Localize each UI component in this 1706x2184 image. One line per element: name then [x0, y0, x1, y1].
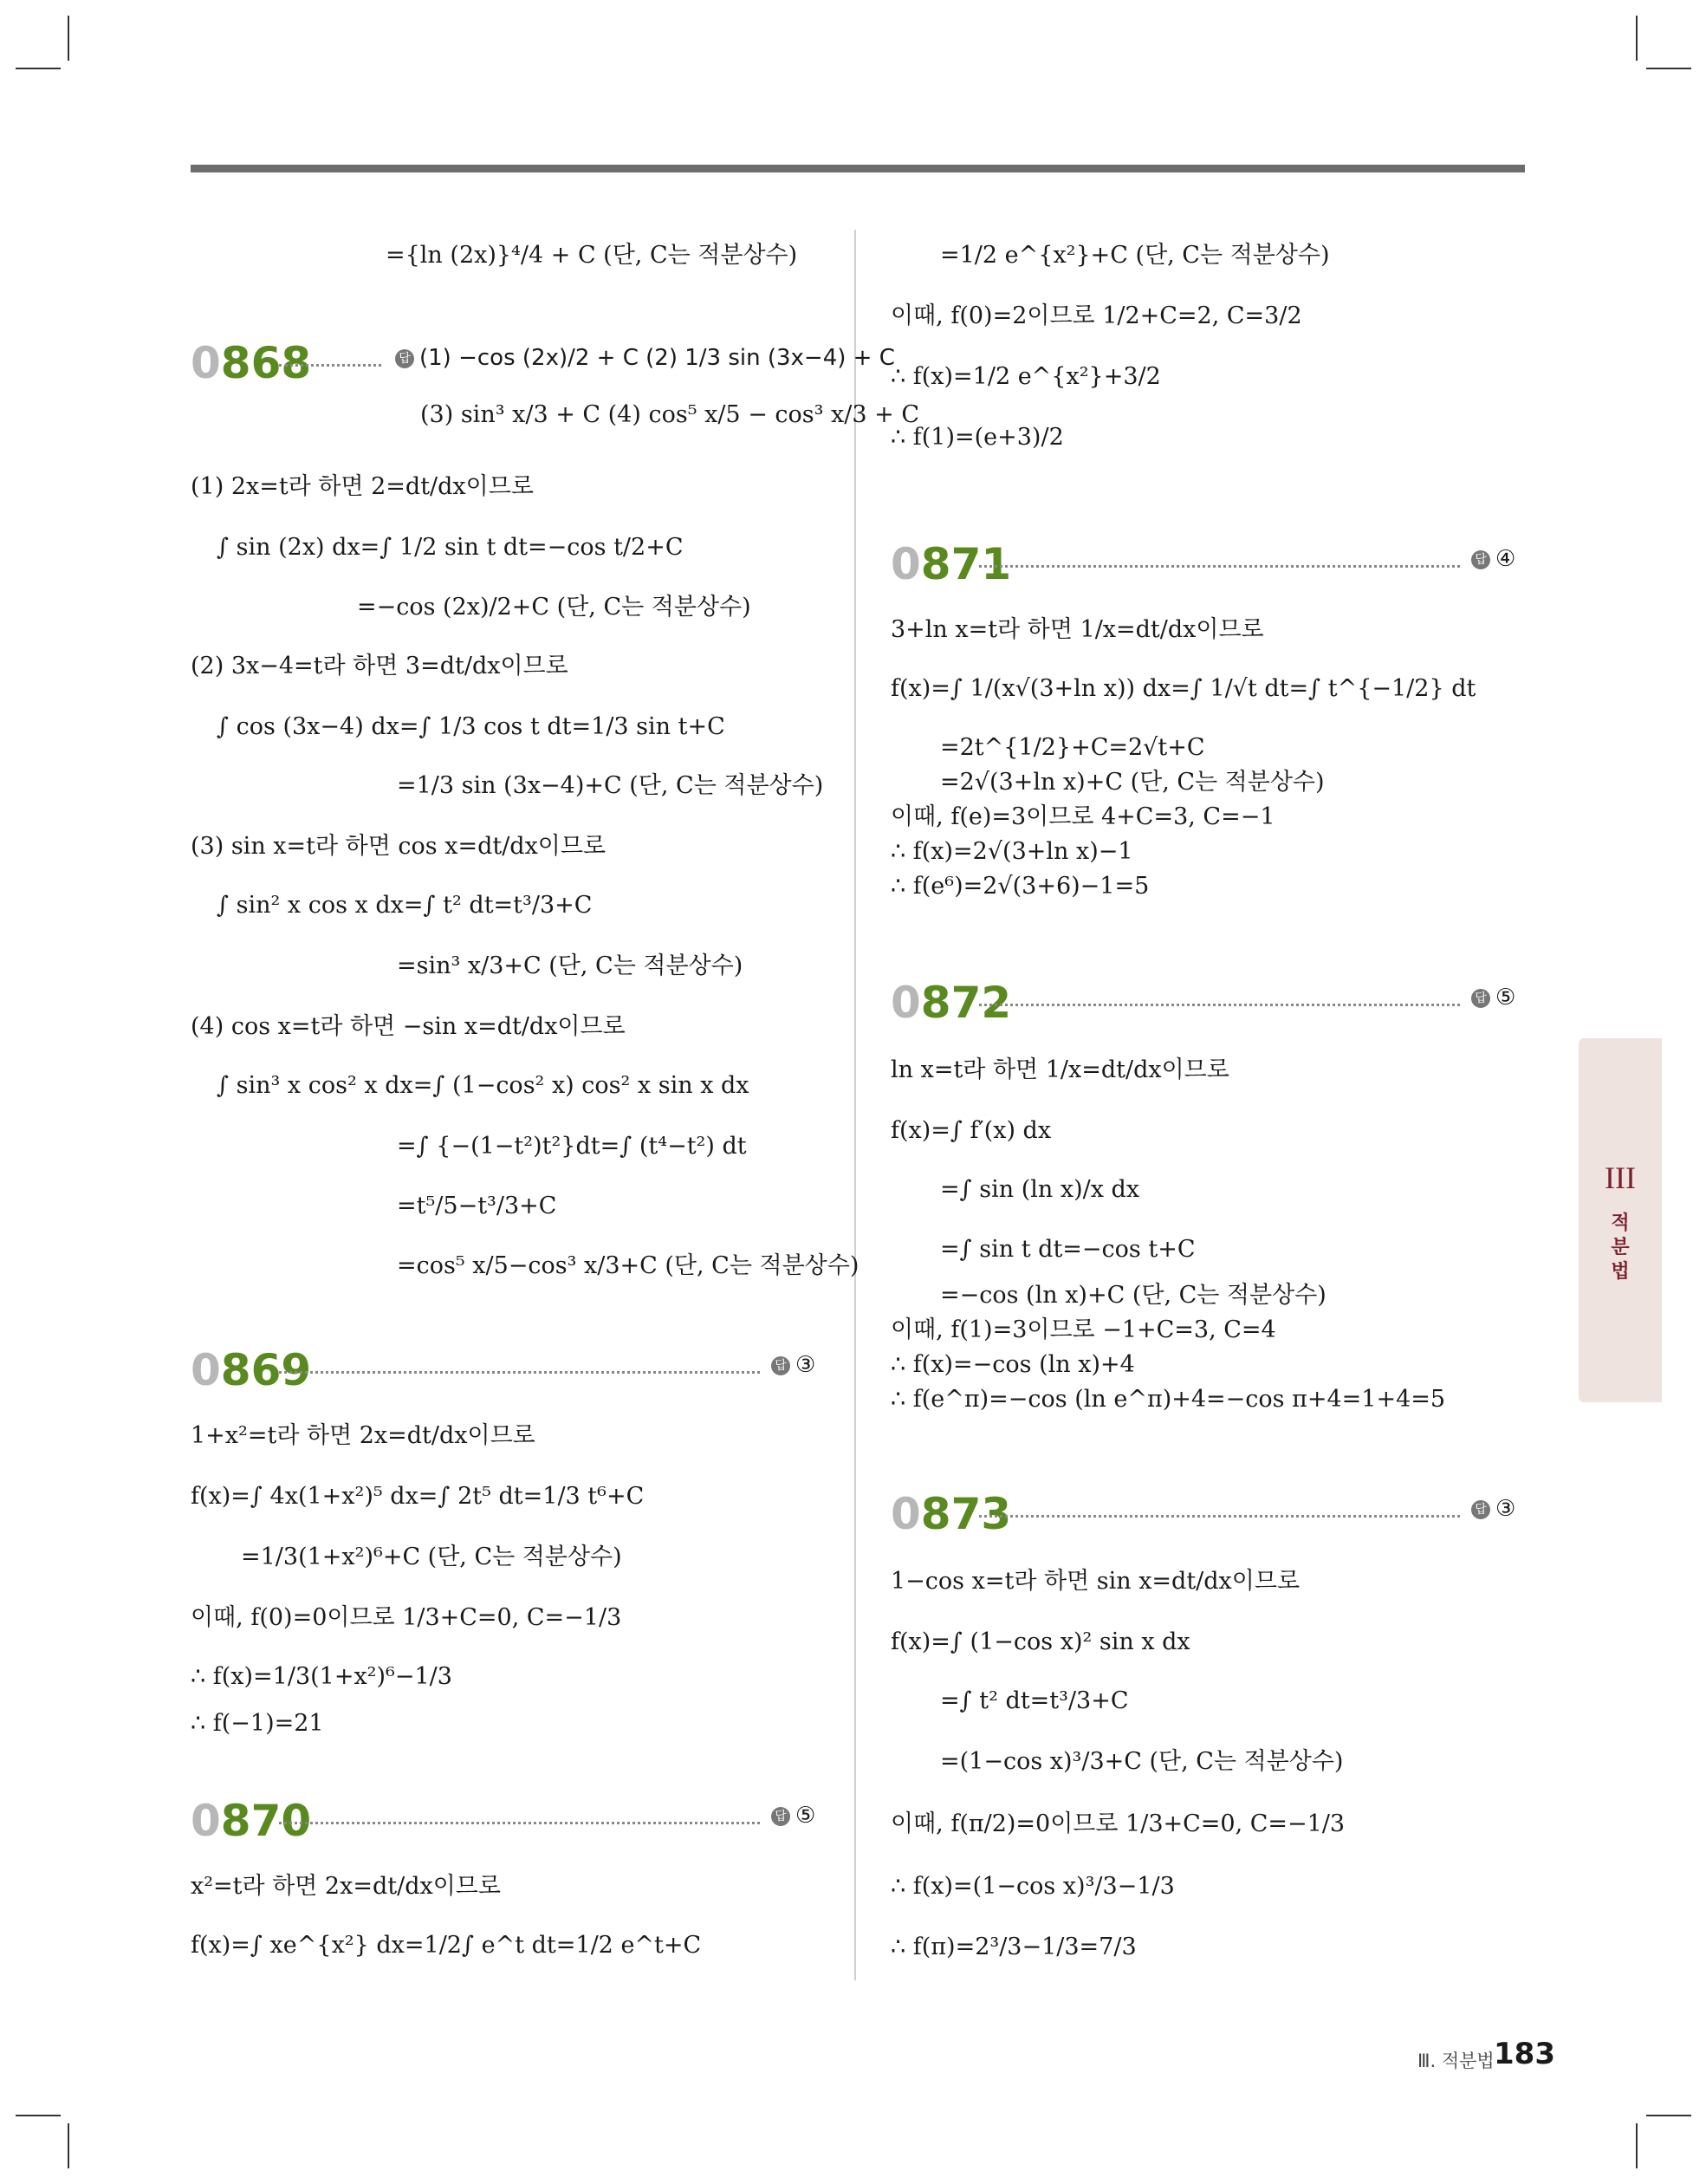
- header-rule: [191, 165, 1525, 172]
- dotted-leader: [279, 364, 381, 367]
- continuation-line: ∴ f(x)=1/2 e^{x²}+3/2: [891, 363, 1161, 390]
- solution-line: =(1−cos x)³/3+C (단, C는 적분상수): [940, 1748, 1344, 1775]
- solution-line: =2√(3+ln x)+C (단, C는 적분상수): [940, 769, 1325, 796]
- solution-line: ∫ sin (2x) dx=∫ 1/2 sin t dt=−cos t/2+C: [217, 534, 684, 561]
- answer-text: 답 ⑤: [1471, 985, 1515, 1011]
- chapter-label-char: 분: [1611, 1237, 1630, 1258]
- solution-line: (2) 3x−4=t라 하면 3=dt/dx이므로: [191, 653, 568, 679]
- solution-line: ln x=t라 하면 1/x=dt/dx이므로: [891, 1056, 1229, 1083]
- answer-badge-icon: 답: [1471, 989, 1490, 1008]
- footer-section-label: Ⅲ. 적분법: [1417, 2051, 1495, 2071]
- crop-mark: [16, 2115, 61, 2116]
- solution-line: =cos⁵ x/5−cos³ x/3+C (단, C는 적분상수): [397, 1252, 859, 1279]
- solution-line: =∫ {−(1−t²)t²}dt=∫ (t⁴−t²) dt: [397, 1133, 747, 1160]
- dotted-leader: [979, 1515, 1460, 1518]
- answer-text: 답 ③: [1471, 1496, 1515, 1522]
- dotted-leader: [279, 1822, 760, 1824]
- answer-text: 답 (1) −cos (2x)/2 + C (2) 1/3 sin (3x−4) + C: [395, 345, 895, 371]
- problem-number: 0869: [191, 1345, 312, 1395]
- crop-mark: [68, 16, 69, 61]
- solution-line: ∴ f(−1)=21: [191, 1710, 324, 1737]
- solution-line: (3) sin x=t라 하면 cos x=dt/dx이므로: [191, 833, 607, 860]
- chapter-label-char: 적: [1611, 1212, 1630, 1234]
- solution-line: x²=t라 하면 2x=dt/dx이므로: [191, 1873, 501, 1900]
- solution-line: 이때, f(1)=3이므로 −1+C=3, C=4: [891, 1316, 1276, 1343]
- answer-badge-icon: 답: [1471, 1500, 1490, 1519]
- solution-line: 이때, f(π/2)=0이므로 1/3+C=0, C=−1/3: [891, 1810, 1346, 1837]
- solution-line: =t⁵/5−t³/3+C: [397, 1193, 557, 1219]
- problem-header-870: [191, 1796, 823, 1848]
- solution-line: ∴ f(e⁶)=2√(3+6)−1=5: [891, 873, 1150, 900]
- solution-line: f(x)=∫ 4x(1+x²)⁵ dx=∫ 2t⁵ dt=1/3 t⁶+C: [191, 1483, 645, 1510]
- answer-badge-icon: 답: [1471, 550, 1490, 569]
- solution-line: =∫ t² dt=t³/3+C: [940, 1687, 1129, 1714]
- continuation-line: ∴ f(1)=(e+3)/2: [891, 424, 1064, 451]
- solution-line: 3+ln x=t라 하면 1/x=dt/dx이므로: [891, 616, 1264, 643]
- solution-line: ∴ f(x)=−cos (ln x)+4: [891, 1351, 1135, 1378]
- solution-line: ∴ f(x)=1/3(1+x²)⁶−1/3: [191, 1663, 452, 1690]
- answer-badge-icon: 답: [771, 1356, 790, 1375]
- crop-mark: [1646, 68, 1691, 69]
- continuation-line: ={ln (2x)}⁴/4 + C (단, C는 적분상수): [386, 242, 798, 269]
- answer-badge-icon: 답: [395, 349, 414, 368]
- solution-line: 1−cos x=t라 하면 sin x=dt/dx이므로: [891, 1568, 1301, 1595]
- problem-header-868: [191, 338, 895, 390]
- answer-text: 답 ④: [1471, 546, 1515, 572]
- chapter-side-tab: [1579, 1038, 1662, 1402]
- solution-line: =1/3(1+x²)⁶+C (단, C는 적분상수): [241, 1544, 622, 1570]
- solution-line: (1) 2x=t라 하면 2=dt/dx이므로: [191, 473, 534, 500]
- answer-text: 답 ⑤: [771, 1803, 815, 1829]
- solution-line: =2t^{1/2}+C=2√t+C: [940, 734, 1205, 761]
- chapter-roman-numeral: III: [1605, 1160, 1636, 1195]
- crop-mark: [16, 68, 61, 69]
- solution-line: (4) cos x=t라 하면 −sin x=dt/dx이므로: [191, 1013, 626, 1040]
- continuation-line: 이때, f(0)=2이므로 1/2+C=2, C=3/2: [891, 302, 1302, 329]
- solution-line: f(x)=∫ 1/(x√(3+ln x)) dx=∫ 1/√t dt=∫ t^{−1/2} dt: [891, 675, 1476, 702]
- crop-mark: [1636, 2123, 1638, 2168]
- solution-line: f(x)=∫ xe^{x²} dx=1/2∫ e^t dt=1/2 e^t+C: [191, 1932, 702, 1959]
- solution-line: f(x)=∫ f′(x) dx: [891, 1117, 1052, 1144]
- solution-line: =∫ sin (ln x)/x dx: [940, 1176, 1140, 1203]
- problem-number: 0870: [191, 1796, 312, 1846]
- solution-line: =1/3 sin (3x−4)+C (단, C는 적분상수): [397, 772, 824, 799]
- crop-mark: [1636, 16, 1638, 61]
- answer-line-2: (3) sin³ x/3 + C (4) cos⁵ x/5 − cos³ x/3 + C: [420, 401, 919, 428]
- solution-line: ∴ f(x)=(1−cos x)³/3−1/3: [891, 1873, 1175, 1900]
- solution-line: =−cos (ln x)+C (단, C는 적분상수): [940, 1282, 1327, 1309]
- chapter-label: [1579, 1212, 1662, 1284]
- solution-line: f(x)=∫ (1−cos x)² sin x dx: [891, 1628, 1190, 1655]
- problem-number: 0872: [891, 978, 1012, 1028]
- solution-line: ∴ f(x)=2√(3+ln x)−1: [891, 838, 1133, 865]
- crop-mark: [1646, 2115, 1691, 2116]
- solution-line: 이때, f(e)=3이므로 4+C=3, C=−1: [891, 803, 1275, 830]
- problem-number: 0871: [891, 539, 1012, 589]
- answer-text: 답 ③: [771, 1352, 815, 1378]
- dotted-leader: [979, 1004, 1460, 1006]
- crop-mark: [68, 2123, 69, 2168]
- solution-line: ∫ sin³ x cos² x dx=∫ (1−cos² x) cos² x sin x dx: [217, 1072, 749, 1099]
- problem-header-872: [891, 978, 1523, 1030]
- page-number: 183: [1494, 2037, 1555, 2071]
- solution-line: ∴ f(π)=2³/3−1/3=7/3: [891, 1934, 1137, 1960]
- solution-line: =−cos (2x)/2+C (단, C는 적분상수): [357, 594, 751, 621]
- answer-badge-icon: 답: [771, 1807, 790, 1826]
- problem-header-871: [891, 539, 1523, 591]
- chapter-label-char: 법: [1611, 1261, 1630, 1283]
- solution-line: =sin³ x/3+C (단, C는 적분상수): [397, 952, 743, 979]
- solution-line: ∴ f(e^π)=−cos (ln e^π)+4=−cos π+4=1+4=5: [891, 1386, 1446, 1413]
- solution-line: 이때, f(0)=0이므로 1/3+C=0, C=−1/3: [191, 1604, 622, 1631]
- solution-line: ∫ cos (3x−4) dx=∫ 1/3 cos t dt=1/3 sin t+C: [217, 713, 725, 740]
- problem-header-873: [891, 1489, 1523, 1541]
- problem-number: 0873: [891, 1489, 1012, 1539]
- problem-number: 0868: [191, 338, 312, 388]
- problem-header-869: [191, 1345, 823, 1397]
- solution-line: ∫ sin² x cos x dx=∫ t² dt=t³/3+C: [217, 892, 593, 919]
- column-divider: [854, 230, 856, 1980]
- solution-line: 1+x²=t라 하면 2x=dt/dx이므로: [191, 1422, 535, 1449]
- dotted-leader: [979, 565, 1460, 568]
- solution-line: =∫ sin t dt=−cos t+C: [940, 1236, 1196, 1263]
- dotted-leader: [279, 1371, 760, 1374]
- continuation-line: =1/2 e^{x²}+C (단, C는 적분상수): [940, 242, 1330, 269]
